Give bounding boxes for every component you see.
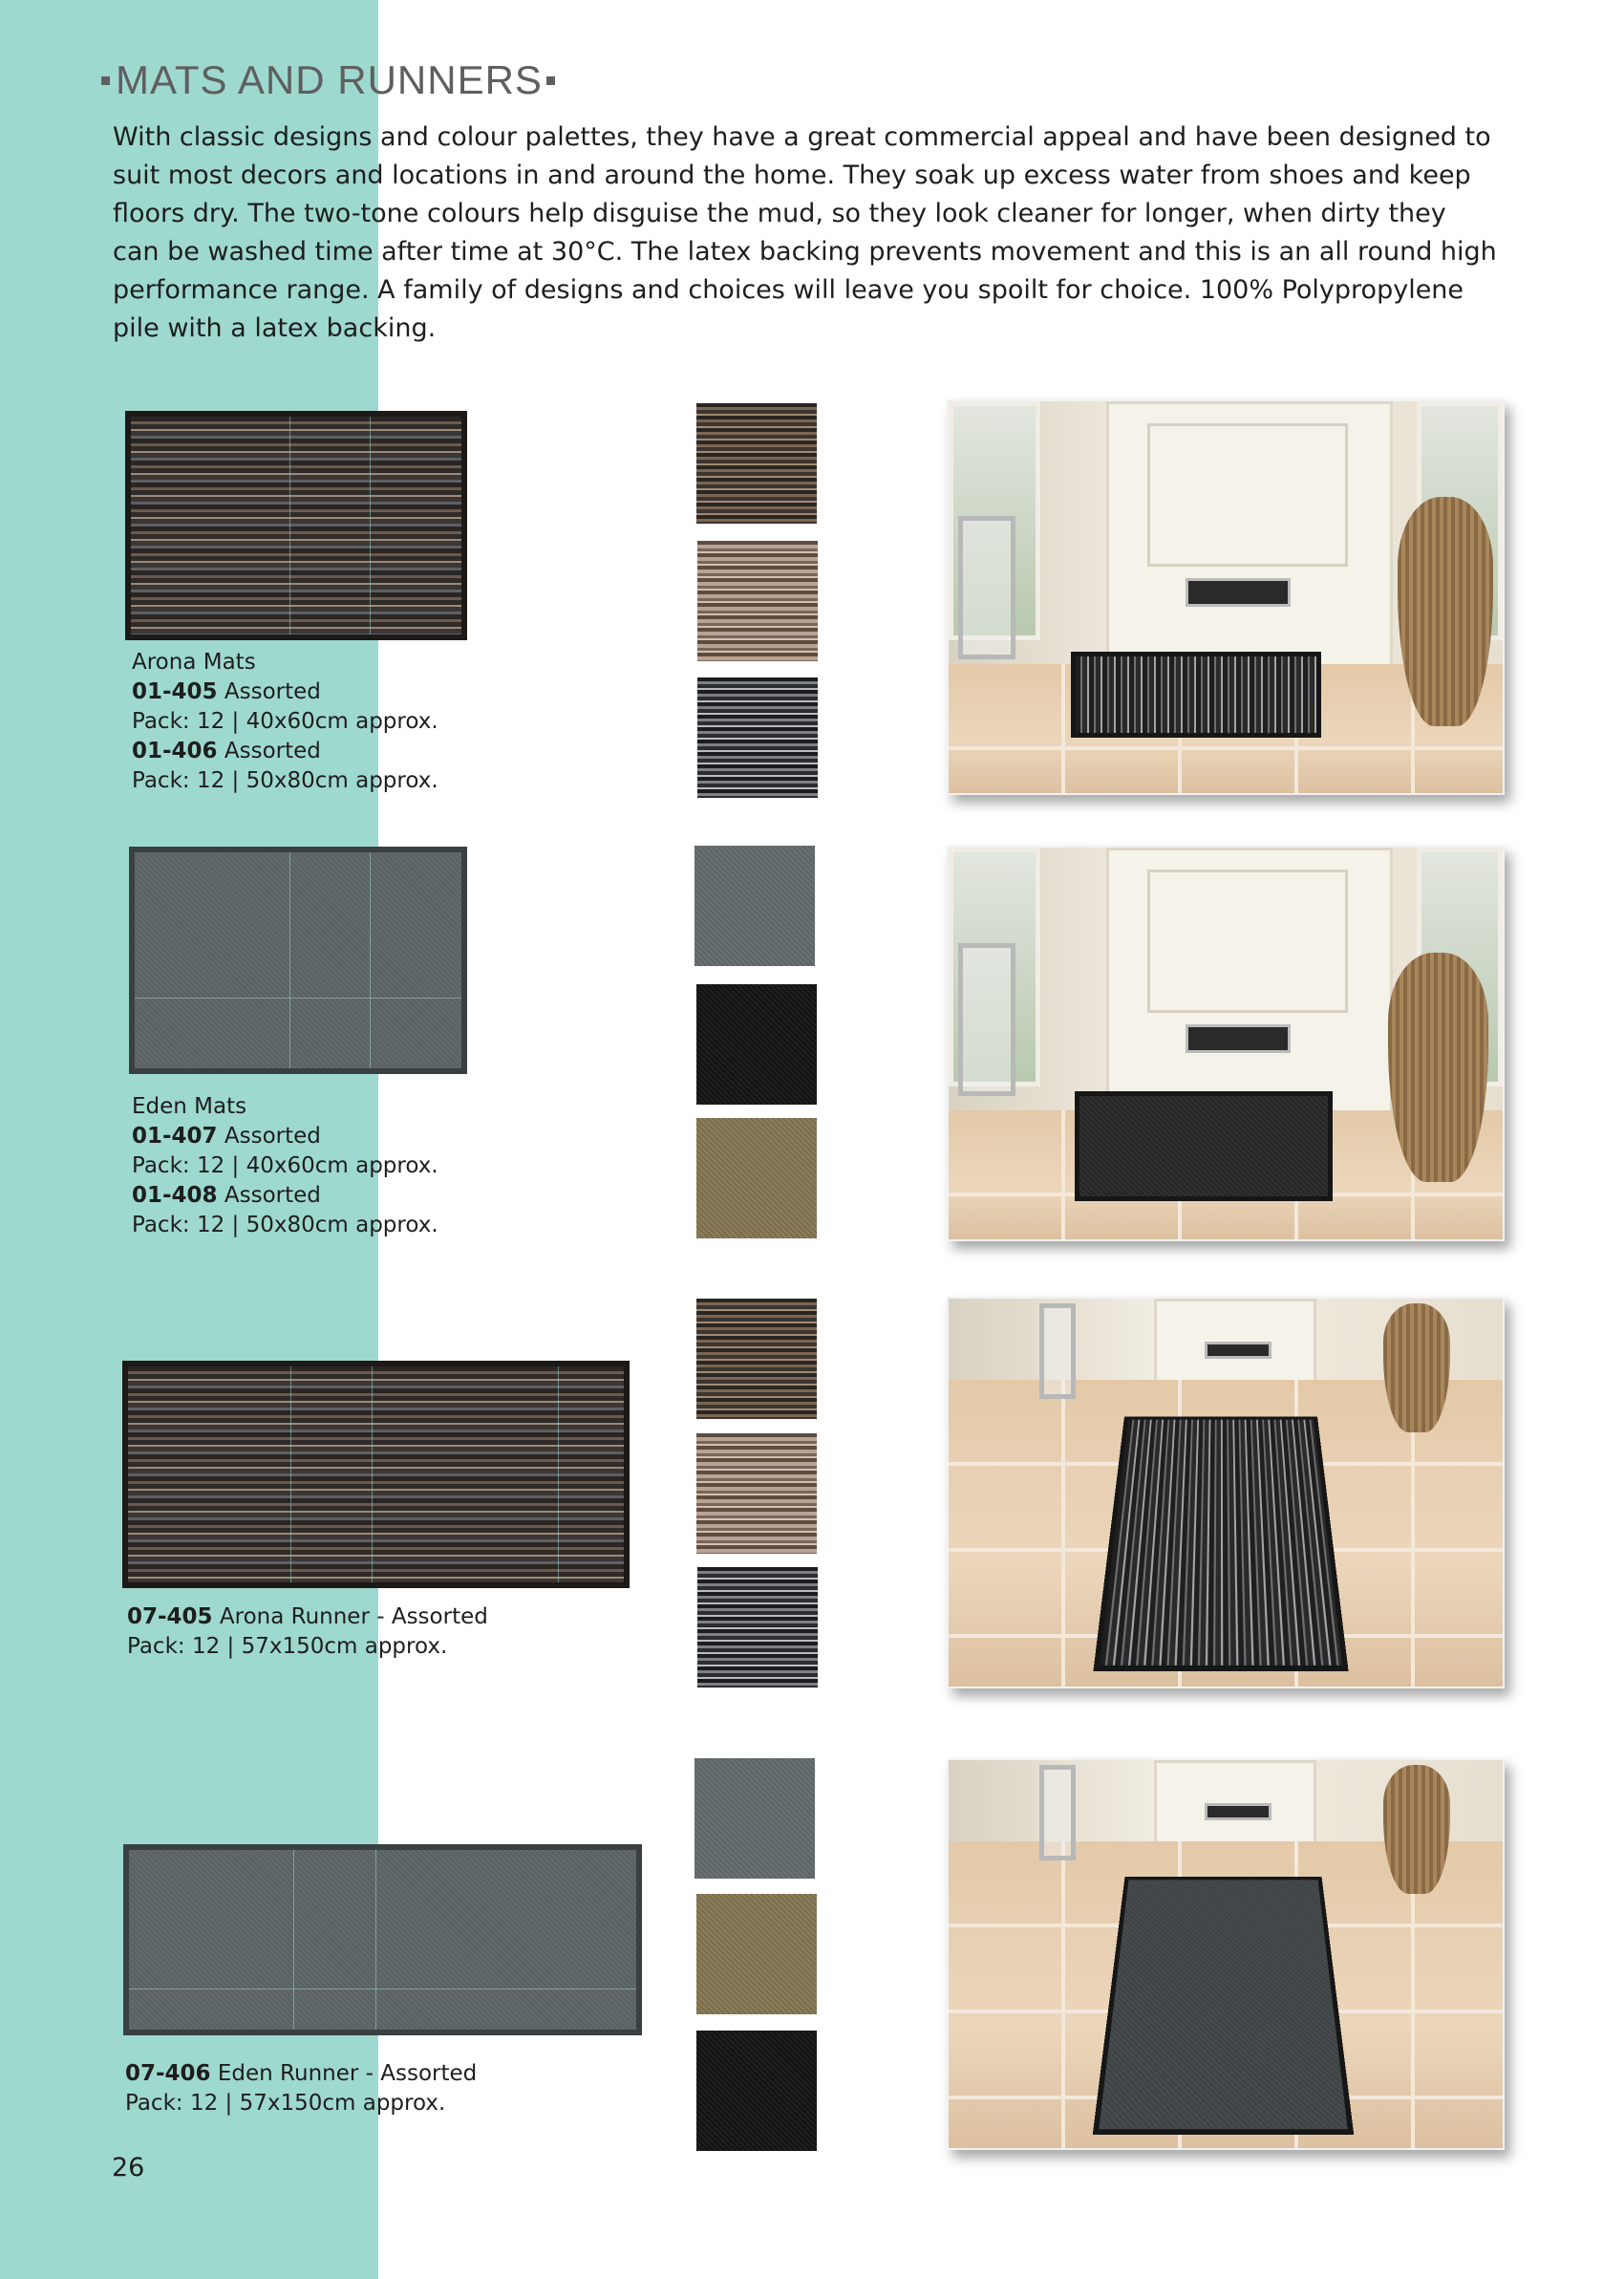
product-desc: Assorted: [224, 1124, 321, 1149]
arona-mats-caption: [132, 648, 438, 796]
pack-info: Pack: 12 | 57x150cm approx.: [127, 1634, 448, 1659]
eden-mat-image: [129, 847, 467, 1074]
intro-paragraph: With classic designs and colour palettes, they have a great commercial appeal and have been designed to suit most decors and locations in and around the home. They soak up excess water from shoes and keep floors dry. The two-tone colours help disguise the mud, so they look cleaner for longer, when dirty they can be washed time after time at 30°C. The latex backing prevents movement and this is an all round high performance range. A family of designs and choices will leave you spoilt for choice. 100% Polypropylene pile with a latex backing.: [113, 122, 1497, 343]
eden-mat-room-photo: [947, 846, 1505, 1241]
product-code: 07-406: [125, 2061, 211, 2086]
eden-mats-caption: [132, 1092, 438, 1240]
product-desc: Eden Runner - Assorted: [217, 2061, 478, 2086]
arona-mat-room-photo: [947, 399, 1505, 795]
eden-runner-image: [123, 1844, 642, 2035]
pack-info: Pack: 12 | 40x60cm approx.: [132, 1153, 438, 1178]
colour-swatch-grey: [694, 1758, 815, 1879]
pack-info: Pack: 12 | 50x80cm approx.: [132, 1213, 438, 1237]
product-code: 01-405: [132, 679, 218, 704]
page-title: [97, 57, 561, 103]
colour-swatch-grey-stripe: [697, 1567, 818, 1688]
colour-swatch-grey-stripe: [697, 677, 818, 798]
section-arona-runner: [0, 1285, 1624, 1706]
product-name: Arona Mats: [132, 650, 256, 675]
colour-swatch-olive: [696, 1894, 817, 2014]
product-code: 01-408: [132, 1183, 218, 1208]
eden-runner-caption: [125, 2059, 477, 2118]
colour-swatch-black: [696, 984, 817, 1105]
eden-runner-hallway-photo: [947, 1758, 1505, 2150]
colour-swatch-beige-stripe: [696, 1433, 817, 1554]
product-name: Eden Mats: [132, 1094, 247, 1119]
arona-runner-image: [122, 1361, 630, 1588]
pack-info: Pack: 12 | 50x80cm approx.: [132, 768, 438, 793]
page-title-text: MATS AND RUNNERS: [116, 57, 543, 102]
product-desc: Assorted: [224, 739, 321, 763]
product-code: 01-406: [132, 739, 218, 763]
product-desc: Assorted: [224, 679, 321, 704]
product-desc: Assorted: [224, 1183, 321, 1208]
pack-info: Pack: 12 | 40x60cm approx.: [132, 709, 438, 734]
colour-swatch-brown-stripe: [696, 1299, 817, 1419]
section-arona-mats: [0, 382, 1624, 803]
title-bullet-left: [101, 76, 110, 85]
colour-swatch-olive: [696, 1118, 817, 1238]
pack-info: Pack: 12 | 57x150cm approx.: [125, 2091, 446, 2116]
title-bullet-right: [546, 76, 555, 85]
section-eden-runner: [0, 1749, 1624, 2169]
product-code: 01-407: [132, 1124, 218, 1149]
section-eden-mats: [0, 831, 1624, 1252]
colour-swatch-grey: [694, 846, 815, 966]
arona-runner-caption: [127, 1602, 488, 1662]
arona-runner-hallway-photo: [947, 1297, 1505, 1688]
colour-swatch-brown-stripe: [696, 403, 817, 524]
arona-mat-image: [125, 411, 467, 640]
page-number: 26: [112, 2153, 145, 2182]
product-desc: Arona Runner - Assorted: [219, 1604, 488, 1629]
colour-swatch-black: [696, 2031, 817, 2151]
colour-swatch-beige-stripe: [697, 541, 818, 661]
product-code: 07-405: [127, 1604, 213, 1629]
